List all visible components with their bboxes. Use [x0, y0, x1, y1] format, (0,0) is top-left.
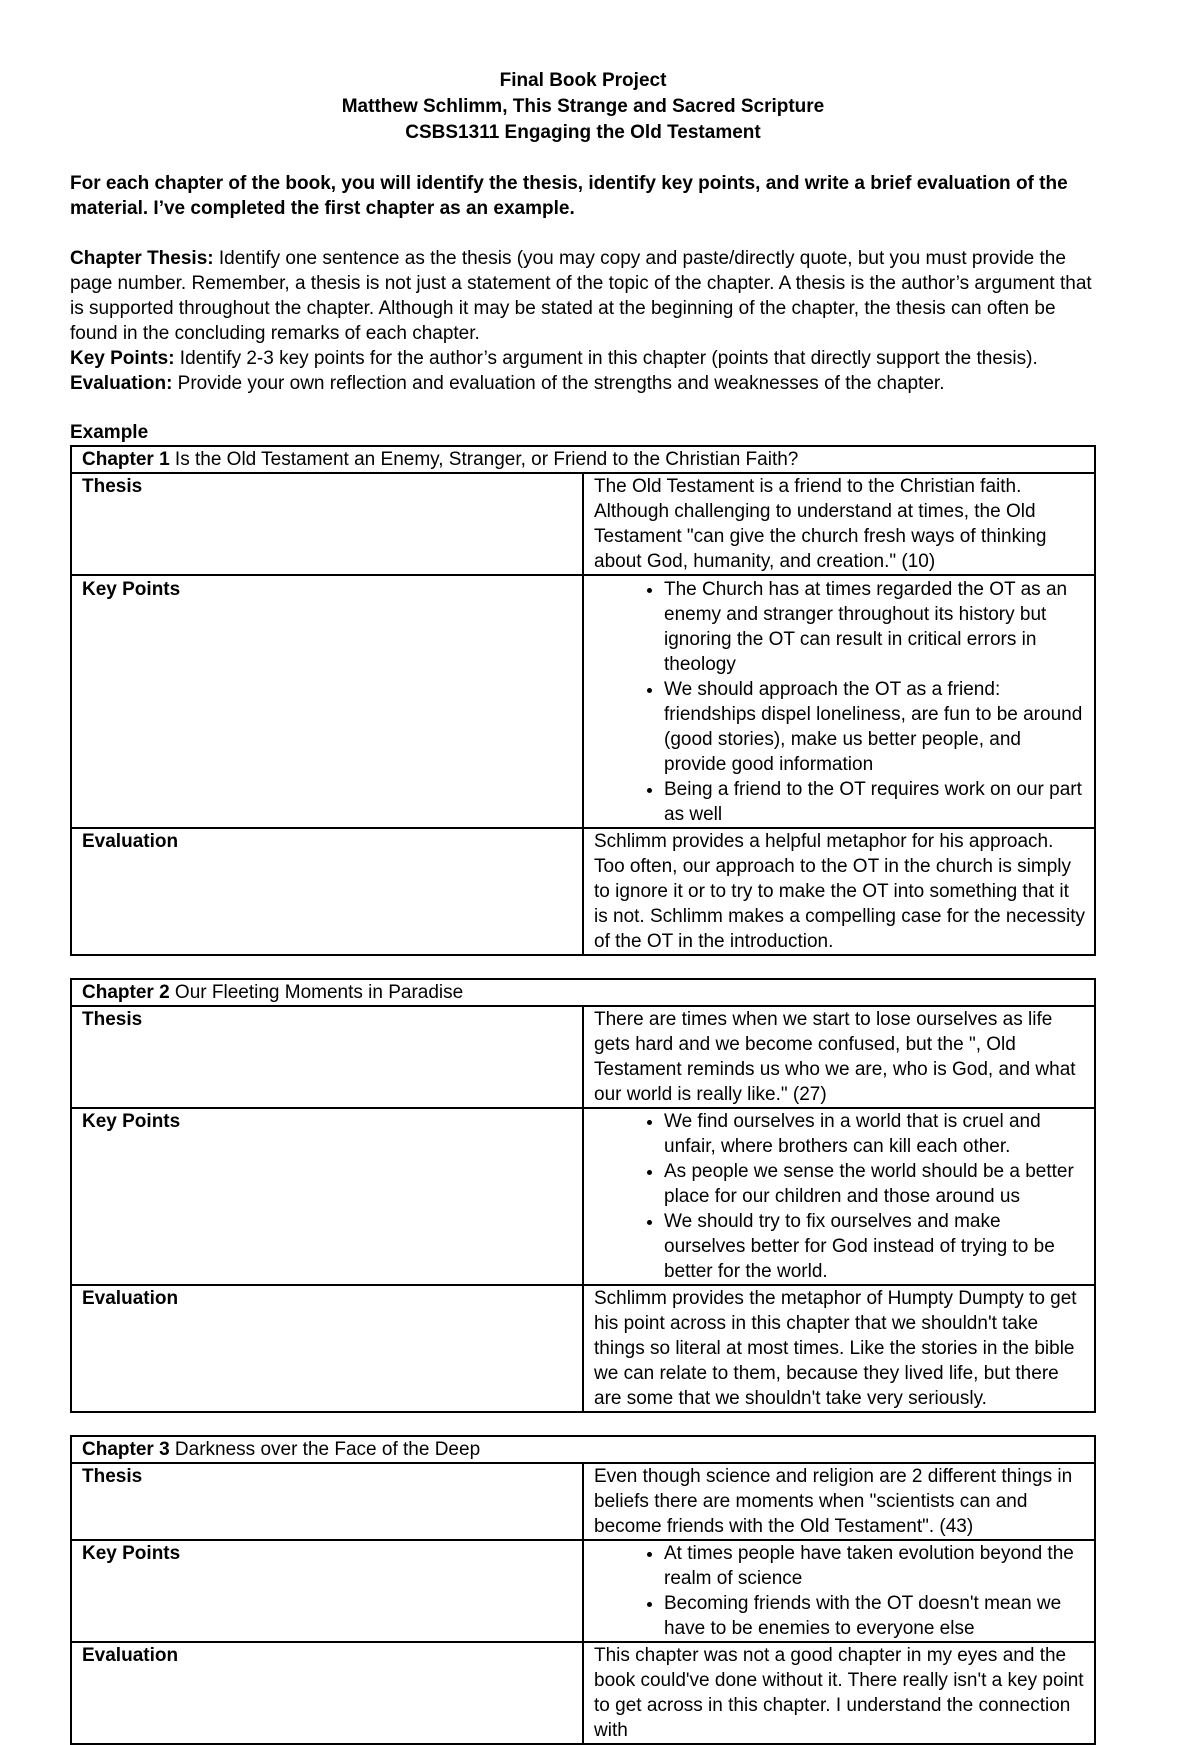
key-points-label: Key Points: [71, 1540, 583, 1642]
key-points-cell: [583, 1108, 1095, 1285]
instructions: [70, 246, 1096, 396]
key-point: • We should approach the OT as a friend: friendships dispel loneliness, are fun to be around (good stories), make us better people, and provide good information: [664, 677, 1086, 777]
instruction-evaluation-text: Provide your own reflection and evaluation of the strengths and weaknesses of the chapter.: [172, 373, 945, 394]
key-point: • Being a friend to the OT requires work on our part as well: [664, 777, 1086, 827]
chapter-label: Chapter 1: [82, 449, 170, 470]
instruction-evaluation-label: Evaluation:: [70, 373, 173, 394]
chapter-title-cell: [71, 979, 1095, 1006]
key-point: • As people we sense the world should be a better place for our children and those around us: [664, 1159, 1086, 1209]
chapter-table: [70, 978, 1096, 1413]
instruction-thesis-label: Chapter Thesis:: [70, 248, 214, 269]
key-points-list: [594, 1541, 1086, 1641]
thesis-text: The Old Testament is a friend to the Christian faith. Although challenging to understand at times, the Old Testament "can give the church fresh ways of thinking about God, humanity, and creation." (10): [583, 473, 1095, 575]
chapter-title-cell: [71, 446, 1095, 473]
instruction-keypoints-label: Key Points:: [70, 348, 175, 369]
instruction-evaluation: [70, 371, 1096, 396]
instruction-thesis-text: Identify one sentence as the thesis (you may copy and paste/directly quote, but you must provide the page number. Remember, a thesis is not just a statement of the topic of the chapter. A thesis is the author’s argument that is supported throughout the chapter. Although it may be stated at the beginning of the chapter, the thesis can often be found in the concluding remarks of each chapter.: [70, 248, 1092, 344]
key-point: • Becoming friends with the OT doesn't mean we have to be enemies to everyone else: [664, 1591, 1086, 1641]
evaluation-text: This chapter was not a good chapter in my eyes and the book could've done without it. There really isn't a key point to get across in this chapter. I understand the connection with: [583, 1642, 1095, 1744]
evaluation-label: Evaluation: [71, 1285, 583, 1412]
thesis-text: There are times when we start to lose ourselves as life gets hard and we become confused, but the ", Old Testament reminds us who we are, who is God, and what our world is really like." (27): [583, 1006, 1095, 1108]
key-points-label: Key Points: [71, 575, 583, 828]
key-points-cell: [583, 575, 1095, 828]
chapter-label: Chapter 2: [82, 982, 170, 1003]
header-book: Matthew Schlimm, This Strange and Sacred Scripture: [341, 96, 825, 117]
thesis-label: Thesis: [71, 1006, 583, 1108]
header-title: Final Book Project: [499, 70, 667, 91]
key-point: • We find ourselves in a world that is cruel and unfair, where brothers can kill each other.: [664, 1109, 1086, 1159]
key-point: • We should try to fix ourselves and make ourselves better for God instead of trying to be better for the world.: [664, 1209, 1086, 1284]
instruction-keypoints: [70, 346, 1096, 371]
thesis-label: Thesis: [71, 473, 583, 575]
chapter-table: [70, 445, 1096, 956]
chapter-label: Chapter 3: [82, 1439, 170, 1460]
chapter-title: Is the Old Testament an Enemy, Stranger, or Friend to the Christian Faith?: [169, 449, 799, 470]
key-point: • At times people have taken evolution beyond the realm of science: [664, 1541, 1086, 1591]
document-header: [70, 68, 1096, 146]
key-point: • The Church has at times regarded the OT as an enemy and stranger throughout its history but ignoring the OT can result in critical errors in theology: [664, 577, 1086, 677]
chapter-table: [70, 1435, 1096, 1745]
example-label: Example: [70, 422, 149, 443]
header-course: CSBS1311 Engaging the Old Testament: [405, 122, 761, 143]
evaluation-text: Schlimm provides a helpful metaphor for his approach. Too often, our approach to the OT in the church is simply to ignore it or to try to make the OT into something that it is not. Schlimm makes a compelling case for the necessity of the OT in the introduction.: [583, 828, 1095, 955]
evaluation-label: Evaluation: [71, 828, 583, 955]
key-points-cell: [583, 1540, 1095, 1642]
evaluation-text: Schlimm provides the metaphor of Humpty Dumpty to get his point across in this chapter that we shouldn't take things so literal at most times. Like the stories in the bible we can relate to them, because they lived life, but there are some that we shouldn't take very seriously.: [583, 1285, 1095, 1412]
intro-text: For each chapter of the book, you will identify the thesis, identify key points, and write a brief evaluation of the material. I’ve completed the first chapter as an example.: [70, 173, 1068, 219]
chapter-title: Our Fleeting Moments in Paradise: [169, 982, 464, 1003]
evaluation-label: Evaluation: [71, 1642, 583, 1744]
chapter-title: Darkness over the Face of the Deep: [169, 1439, 481, 1460]
key-points-label: Key Points: [71, 1108, 583, 1285]
instruction-keypoints-text: Identify 2-3 key points for the author’s argument in this chapter (points that directly support the thesis).: [174, 348, 1038, 369]
instruction-thesis: [70, 246, 1096, 346]
key-points-list: [594, 577, 1086, 827]
thesis-label: Thesis: [71, 1463, 583, 1540]
document-page: [70, 68, 1096, 1745]
chapter-title-cell: [71, 1436, 1095, 1463]
thesis-text: Even though science and religion are 2 different things in beliefs there are moments when "scientists can and become friends with the Old Testament". (43): [583, 1463, 1095, 1540]
key-points-list: [594, 1109, 1086, 1284]
